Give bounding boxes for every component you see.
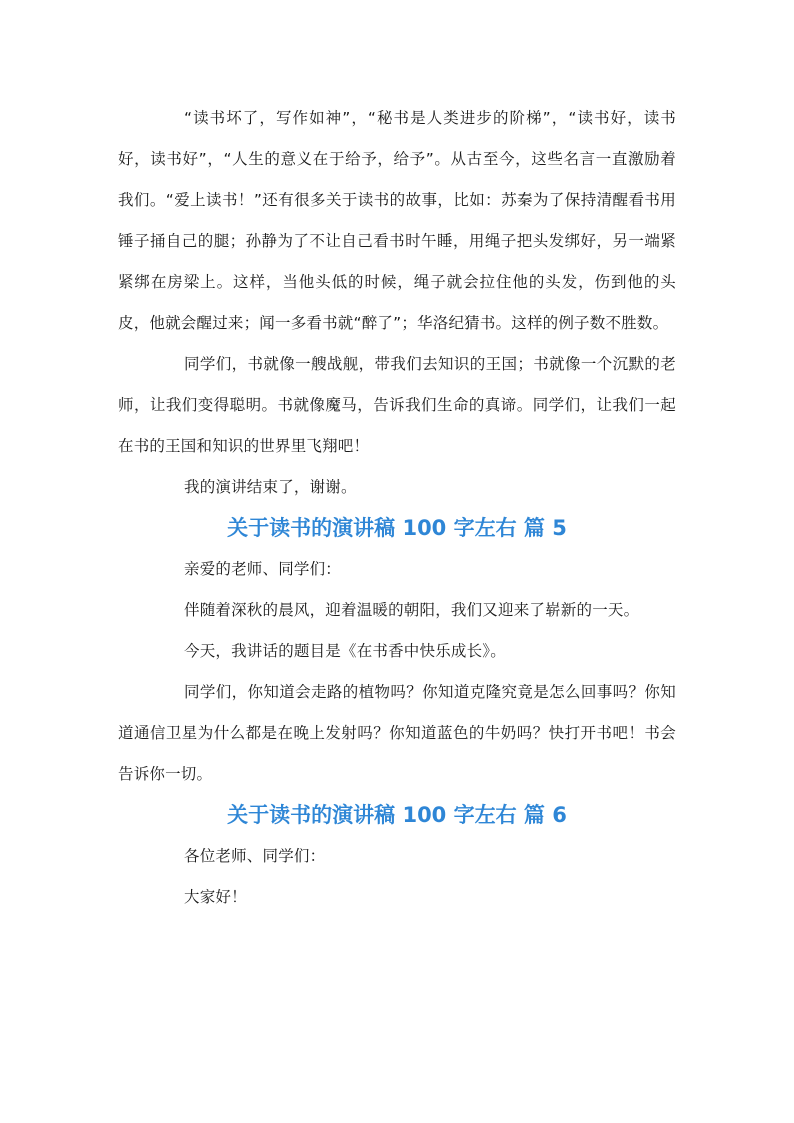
paragraph-hello: 大家好！ bbox=[184, 888, 247, 906]
document-body bbox=[118, 98, 676, 918]
paragraph-greeting: 亲爱的老师、同学们： bbox=[184, 560, 342, 578]
paragraph-greeting-6: 各位老师、同学们： bbox=[184, 847, 326, 865]
section-heading-5: 关于读书的演讲稿 100 字左右 篇 5 bbox=[227, 516, 567, 540]
paragraph-closing: 我的演讲结束了，谢谢。 bbox=[184, 478, 357, 496]
paragraph-questions: 同学们，你知道会走路的植物吗？你知道克隆究竟是怎么回事吗？你知道通信卫星为什么都是在晚上发射吗？你知道蓝色的牛奶吗？快打开书吧！书会告诉你一切。 bbox=[118, 683, 676, 783]
paragraph-reading-quotes: “读书坏了，写作如神”，“秘书是人类进步的阶梯”，“读书好，读书好，读书好”，“人生的意义在于给予，给予”。从古至今，这些名言一直激励着我们。“爱上读书！”还有很多关于读书的故事，比如：苏秦为了保持清醒看书用锤子捅自己的腿；孙静为了不让自己看书时午睡，用绳子把头发绑好，另一端紧紧绑在房梁上。这样，当他头低的时候，绳子就会拉住他的头发，伤到他的头皮，他就会醒过来；闻一多看书就“醉了”；华洛纪猜书。这样的例子数不胜数。 bbox=[118, 109, 676, 332]
section-heading-6: 关于读书的演讲稿 100 字左右 篇 6 bbox=[227, 803, 567, 827]
paragraph-book-metaphors: 同学们，书就像一艘战舰，带我们去知识的王国；书就像一个沉默的老师，让我们变得聪明。书就像魔马，告诉我们生命的真谛。同学们，让我们一起在书的王国和知识的世界里飞翔吧！ bbox=[118, 355, 676, 455]
paragraph-topic: 今天，我讲话的题目是《在书香中快乐成长》。 bbox=[184, 642, 506, 660]
paragraph-morning: 伴随着深秋的晨风，迎着温暖的朝阳，我们又迎来了崭新的一天。 bbox=[184, 601, 640, 619]
